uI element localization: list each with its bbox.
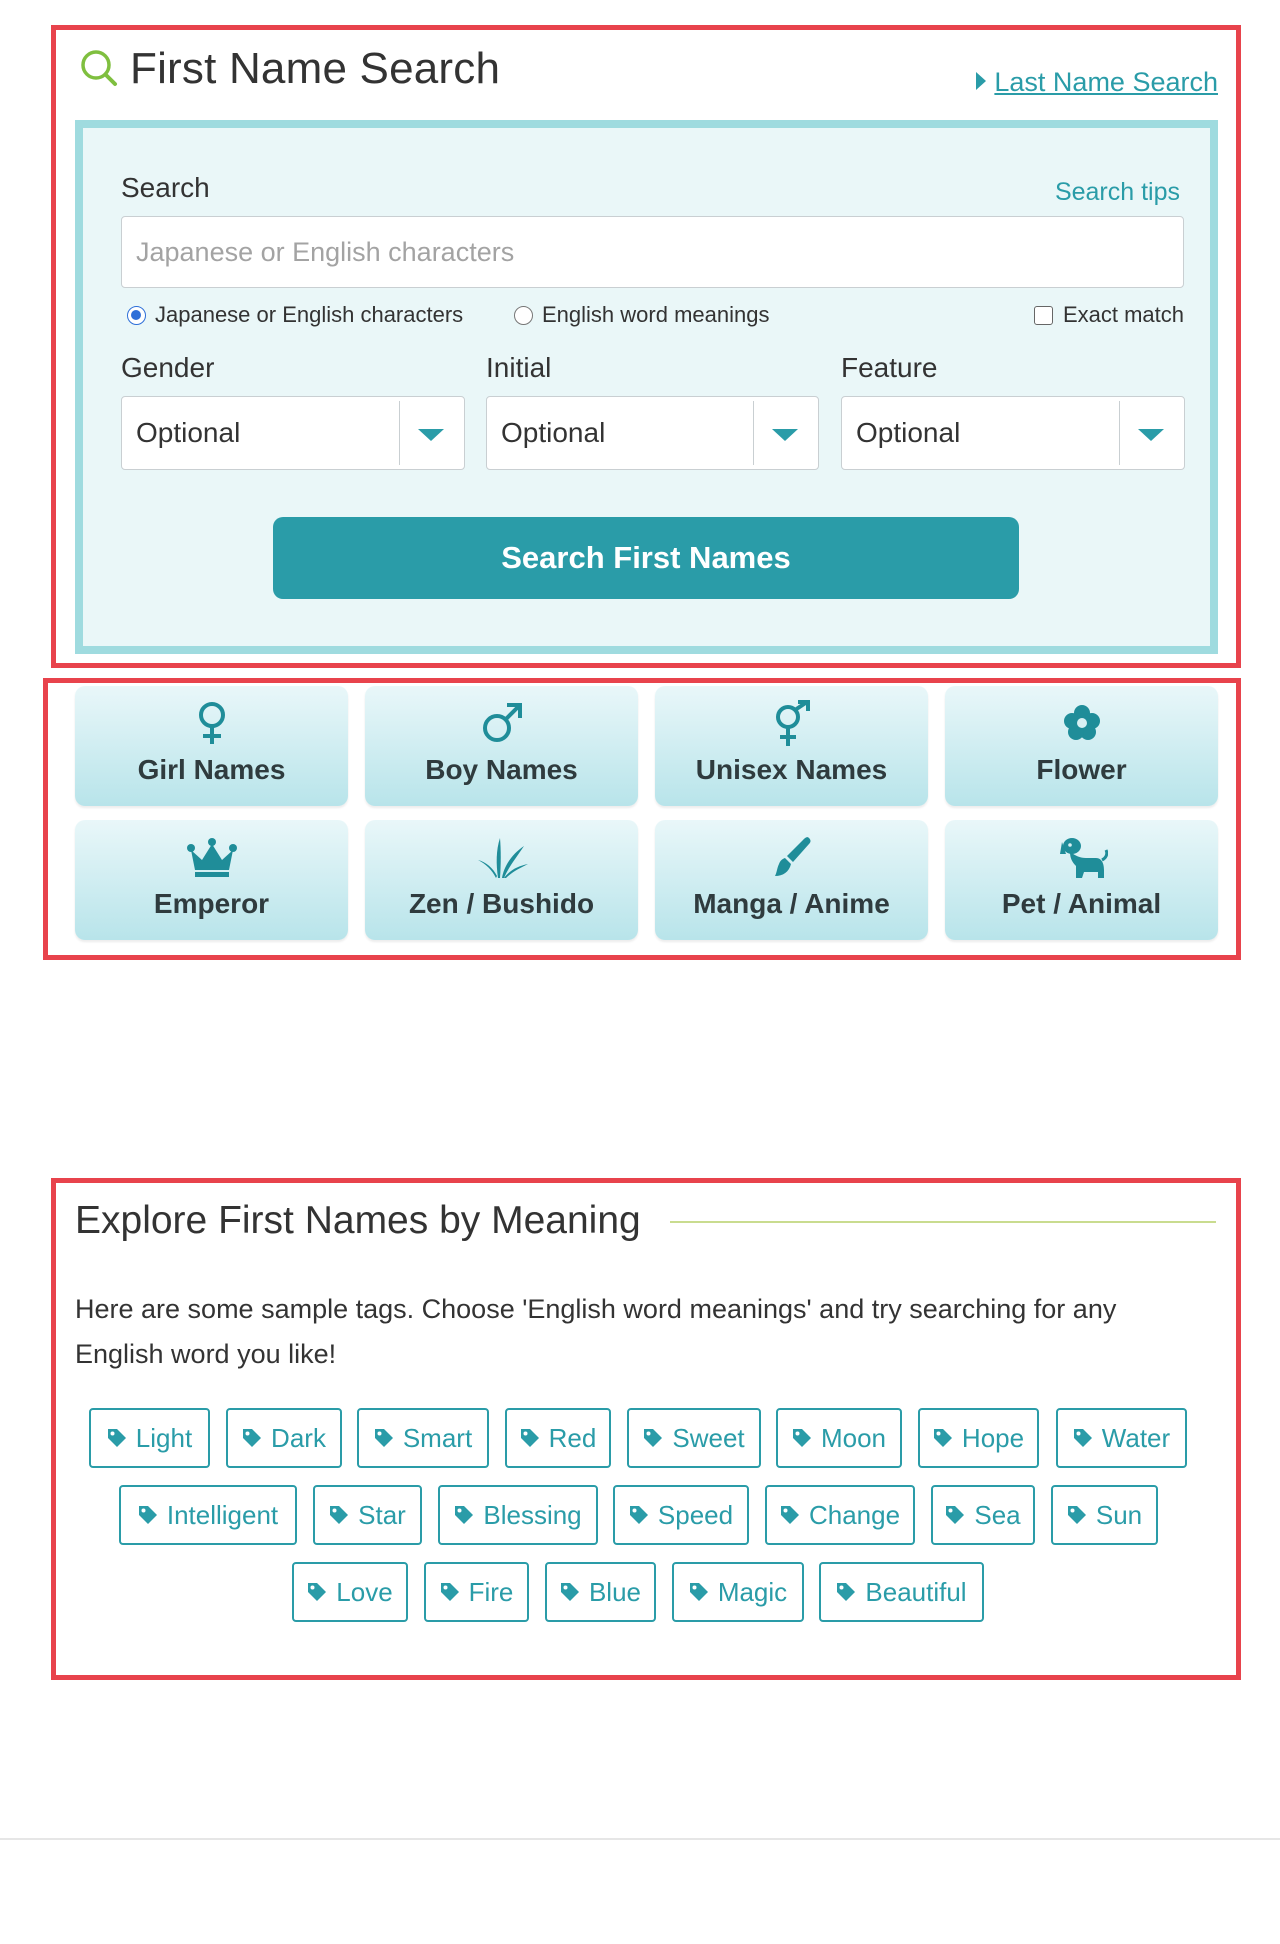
- tag-label: Star: [358, 1499, 406, 1530]
- tag-label: Fire: [468, 1576, 514, 1607]
- tag-icon: [520, 1428, 540, 1448]
- category-girl-names[interactable]: [75, 686, 348, 806]
- caret-right-icon: [976, 72, 986, 90]
- tag-icon: [307, 1582, 327, 1602]
- tag-button[interactable]: [505, 1408, 611, 1468]
- tag-icon: [440, 1582, 460, 1602]
- tag-label: Magic: [717, 1576, 788, 1607]
- tag-icon: [792, 1428, 812, 1448]
- category-label: Emperor: [153, 888, 270, 919]
- category-label: Unisex Names: [695, 754, 888, 785]
- tag-label: Light: [135, 1422, 193, 1453]
- tag-button[interactable]: [438, 1485, 598, 1545]
- tag-label: Blessing: [483, 1499, 582, 1530]
- tag-label: Speed: [657, 1499, 734, 1530]
- initial-select-value: Optional: [501, 417, 606, 448]
- tag-button[interactable]: [313, 1485, 422, 1545]
- feature-select[interactable]: [841, 396, 1185, 470]
- tag-button[interactable]: [776, 1408, 902, 1468]
- tag-icon: [1067, 1505, 1087, 1525]
- tag-icon: [689, 1582, 709, 1602]
- radio-label-english-meanings: English word meanings: [542, 302, 770, 327]
- feature-select-value: Optional: [856, 417, 961, 448]
- tag-label: Change: [808, 1499, 901, 1530]
- tag-button[interactable]: [292, 1562, 408, 1622]
- tag-icon: [454, 1505, 474, 1525]
- tag-label: Sweet: [672, 1422, 745, 1453]
- female-symbol-icon: [75, 700, 348, 746]
- select-divider: [399, 401, 401, 465]
- tag-label: Smart: [402, 1422, 473, 1453]
- category-pet-animal[interactable]: [945, 820, 1218, 940]
- tag-label: Beautiful: [865, 1576, 967, 1607]
- tag-icon: [643, 1428, 663, 1448]
- tag-icon: [138, 1505, 158, 1525]
- search-panel: [75, 120, 1218, 654]
- select-divider: [1119, 401, 1121, 465]
- last-name-search-link[interactable]: [976, 67, 1218, 98]
- tag-label: Intelligent: [166, 1499, 279, 1530]
- radio-japanese-english[interactable]: [127, 302, 463, 328]
- exact-match-checkbox[interactable]: [1034, 306, 1053, 325]
- search-icon: [78, 48, 118, 88]
- category-label: Flower: [1036, 754, 1127, 785]
- tag-button[interactable]: [1056, 1408, 1187, 1468]
- tag-button[interactable]: [357, 1408, 489, 1468]
- radio-label-japanese-english: Japanese or English characters: [155, 302, 464, 327]
- tag-button[interactable]: [545, 1562, 656, 1622]
- tag-icon: [933, 1428, 953, 1448]
- chevron-down-icon: [772, 429, 798, 441]
- tag-button[interactable]: [672, 1562, 804, 1622]
- tag-label: Dark: [271, 1422, 326, 1453]
- tag-button[interactable]: [918, 1408, 1039, 1468]
- chevron-down-icon: [418, 429, 444, 441]
- tag-button[interactable]: [613, 1485, 749, 1545]
- category-flower[interactable]: [945, 686, 1218, 806]
- tag-label: Blue: [588, 1576, 642, 1607]
- tag-icon: [629, 1505, 649, 1525]
- explore-title: Explore First Names by Meaning: [75, 1199, 641, 1242]
- tag-icon: [242, 1428, 262, 1448]
- tag-label: Moon: [820, 1422, 887, 1453]
- gender-select[interactable]: [121, 396, 465, 470]
- initial-select[interactable]: [486, 396, 819, 470]
- explore-description: Here are some sample tags. Choose 'English word meanings' and try searching for any English word you like!: [75, 1294, 1117, 1369]
- category-label: Boy Names: [425, 754, 578, 785]
- tag-button[interactable]: [819, 1562, 984, 1622]
- tag-button[interactable]: [931, 1485, 1035, 1545]
- tag-icon: [836, 1582, 856, 1602]
- radio-button-checked[interactable]: [127, 306, 146, 325]
- footer-divider: [0, 1838, 1280, 1840]
- search-tips-link[interactable]: Search tips: [1054, 178, 1180, 206]
- category-boy-names[interactable]: [365, 686, 638, 806]
- search-mode-row: [121, 300, 1184, 336]
- tag-button[interactable]: [119, 1485, 297, 1545]
- paintbrush-icon: [655, 834, 928, 880]
- flower-icon: [945, 700, 1218, 746]
- dog-icon: [945, 834, 1218, 880]
- exact-match-option[interactable]: [1034, 302, 1184, 328]
- search-first-names-button[interactable]: Search First Names: [273, 517, 1019, 599]
- last-name-search-label: Last Name Search: [994, 67, 1218, 97]
- tag-button[interactable]: [627, 1408, 761, 1468]
- tag-button[interactable]: [765, 1485, 915, 1545]
- gender-select-value: Optional: [136, 417, 241, 448]
- feature-label: Feature: [841, 352, 938, 383]
- search-label: Search: [121, 172, 210, 203]
- unisex-symbol-icon: [655, 700, 928, 746]
- tag-label: Sun: [1095, 1499, 1143, 1530]
- bamboo-icon: [365, 834, 638, 880]
- search-header: [78, 42, 1218, 98]
- exact-match-label: Exact match: [1062, 302, 1184, 327]
- tag-label: Love: [336, 1576, 393, 1607]
- crown-icon: [75, 834, 348, 880]
- tag-label: Hope: [961, 1422, 1025, 1453]
- tag-button[interactable]: [89, 1408, 210, 1468]
- chevron-down-icon: [1138, 429, 1164, 441]
- category-label: Pet / Animal: [1001, 888, 1162, 919]
- tag-label: Red: [548, 1422, 597, 1453]
- initial-label: Initial: [486, 352, 552, 383]
- tag-label: Sea: [974, 1499, 1021, 1530]
- tag-icon: [780, 1505, 800, 1525]
- tag-icon: [329, 1505, 349, 1525]
- tag-icon: [560, 1582, 580, 1602]
- category-zen-bushido[interactable]: [365, 820, 638, 940]
- tag-icon: [1073, 1428, 1093, 1448]
- tag-icon: [374, 1428, 394, 1448]
- radio-english-meanings[interactable]: [514, 302, 769, 328]
- category-manga-anime[interactable]: [655, 820, 928, 940]
- category-label: Manga / Anime: [693, 888, 890, 919]
- tag-label: Water: [1101, 1422, 1171, 1453]
- tag-button[interactable]: [424, 1562, 529, 1622]
- search-input[interactable]: [121, 216, 1184, 288]
- category-label: Zen / Bushido: [408, 888, 595, 919]
- category-unisex-names[interactable]: [655, 686, 928, 806]
- male-symbol-icon: [365, 700, 638, 746]
- page-title: First Name Search: [130, 44, 501, 93]
- tag-icon: [107, 1428, 127, 1448]
- title-rule-divider: [670, 1221, 1216, 1223]
- select-divider: [753, 401, 755, 465]
- tag-button[interactable]: [1051, 1485, 1158, 1545]
- category-label: Girl Names: [137, 754, 286, 785]
- category-emperor[interactable]: [75, 820, 348, 940]
- tag-button[interactable]: [226, 1408, 342, 1468]
- gender-label: Gender: [121, 352, 215, 383]
- radio-button-unchecked[interactable]: [514, 306, 533, 325]
- tag-icon: [945, 1505, 965, 1525]
